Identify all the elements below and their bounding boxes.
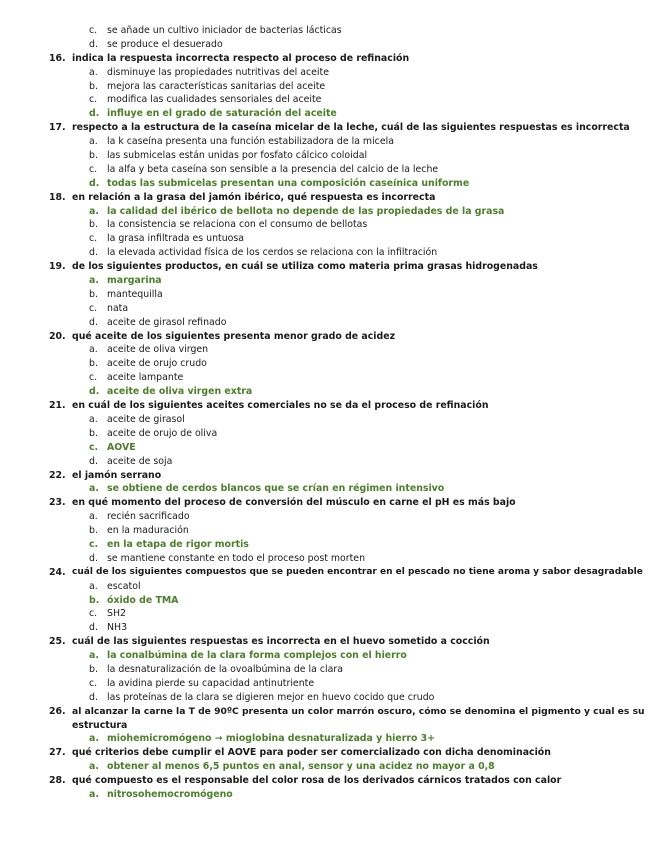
option-text: en la maduración: [107, 525, 189, 537]
option-letter: c.: [89, 94, 98, 106]
option-text: la desnaturalización de la ovoalbúmina de la clara: [107, 663, 343, 675]
option-text: las proteínas de la clara se digieren mejor en huevo cocido que crudo: [107, 691, 435, 703]
answer-option: [0, 607, 655, 621]
option-text: la calidad del ibérico de bellota no depende de las propiedades de la grasa: [107, 205, 505, 217]
option-letter: b.: [89, 219, 98, 231]
correct-answer-option: [0, 482, 655, 496]
answer-option: [0, 93, 655, 107]
option-letter: b.: [89, 594, 100, 606]
answer-option: [0, 80, 655, 94]
option-letter: a.: [89, 483, 99, 495]
question-text: qué aceite de los siguientes presenta menor grado de acidez: [72, 330, 396, 342]
correct-answer-option: [0, 594, 655, 608]
question-line: [0, 635, 655, 649]
option-letter: c.: [89, 441, 99, 453]
option-text: en la etapa de rigor mortis: [107, 538, 249, 550]
question-line: [0, 399, 655, 413]
option-letter: d.: [89, 455, 98, 467]
question-text: cuál de las siguientes respuestas es incorrecta en el huevo sometido a cocción: [72, 636, 490, 648]
option-text: margarina: [107, 275, 162, 287]
option-text: escatol: [107, 580, 141, 592]
answer-option: [0, 552, 655, 566]
option-letter: d.: [89, 38, 98, 50]
answer-option: [0, 455, 655, 469]
question-line: [0, 496, 655, 510]
correct-answer-option: [0, 760, 655, 774]
question-text-continuation: [0, 719, 655, 733]
option-text: la k caseína presenta una función estabilizadora de la micela: [107, 136, 394, 148]
question-text: en relación a la grasa del jamón ibérico, qué respuesta es incorrecta: [72, 191, 436, 203]
question-number: 26.: [49, 705, 66, 717]
option-text: nata: [107, 302, 129, 314]
answer-option: [0, 524, 655, 538]
option-text: aceite de orujo de oliva: [107, 427, 218, 439]
correct-answer-option: [0, 274, 655, 288]
answer-option: [0, 663, 655, 677]
answer-option: [0, 691, 655, 705]
option-letter: b.: [89, 80, 98, 92]
option-letter: a.: [89, 788, 99, 800]
answer-option: [0, 510, 655, 524]
correct-answer-option: [0, 732, 655, 746]
option-text: mantequilla: [107, 288, 163, 300]
question-line: [0, 566, 655, 580]
option-letter: c.: [89, 538, 99, 550]
question-number: 21.: [49, 400, 66, 412]
option-letter: a.: [89, 136, 98, 148]
correct-answer-option: [0, 177, 655, 191]
question-line: [0, 121, 655, 135]
answer-option: [0, 316, 655, 330]
option-letter: a.: [89, 205, 99, 217]
option-text: AOVE: [107, 441, 136, 453]
option-text: NH3: [107, 622, 128, 634]
question-text: el jamón serrano: [72, 469, 162, 481]
question-number: 28.: [49, 775, 66, 787]
question-line: [0, 330, 655, 344]
answer-option: [0, 218, 655, 232]
answer-option: [0, 38, 655, 52]
question-line: [0, 774, 655, 788]
option-text: todas las submicelas presentan una composición caseínica uniforme: [107, 177, 470, 189]
answer-option: [0, 232, 655, 246]
option-letter: a.: [89, 511, 98, 523]
question-number: 22.: [49, 469, 66, 481]
option-letter: a.: [89, 580, 98, 592]
answer-option: [0, 163, 655, 177]
option-text: aceite de girasol refinado: [107, 316, 227, 328]
correct-answer-option: [0, 441, 655, 455]
option-letter: a.: [89, 413, 98, 425]
question-number: 24.: [49, 566, 66, 578]
option-text: se mantiene constante en todo el proceso post morten: [107, 552, 366, 564]
answer-option: [0, 288, 655, 302]
question-text: de los siguientes productos, en cuál se utiliza como materia prima grasas hidrogenadas: [72, 261, 538, 273]
question-number: 25.: [49, 636, 66, 648]
option-text: SH2: [107, 608, 126, 620]
question-number: 19.: [49, 261, 66, 273]
option-text: influye en el grado de saturación del aceite: [107, 108, 337, 120]
answer-option: [0, 246, 655, 260]
option-letter: a.: [89, 275, 99, 287]
question-text: indica la respuesta incorrecta respecto al proceso de refinación: [72, 52, 410, 64]
option-letter: c.: [89, 25, 98, 36]
question-number: 16.: [49, 52, 66, 64]
correct-answer-option: [0, 649, 655, 663]
option-letter: b.: [89, 150, 98, 162]
option-letter: c.: [89, 163, 98, 175]
option-text: se produce el desuerado: [107, 38, 223, 50]
answer-option: [0, 24, 655, 38]
option-letter: d.: [89, 316, 98, 328]
question-number: 27.: [49, 747, 66, 759]
question-text: cuál de los siguientes compuestos que se pueden encontrar en el pescado no tiene aroma y sabor desagradable: [72, 566, 643, 577]
option-letter: b.: [89, 525, 98, 537]
option-letter: c.: [89, 372, 98, 384]
option-letter: c.: [89, 608, 98, 620]
question-line: [0, 469, 655, 483]
option-letter: c.: [89, 302, 98, 314]
option-letter: d.: [89, 386, 100, 398]
option-text: óxido de TMA: [107, 594, 179, 606]
option-text: la alfa y beta caseína son sensible a la presencia del calcio de la leche: [107, 163, 439, 175]
option-letter: a.: [89, 66, 98, 78]
option-text: la grasa infiltrada es untuosa: [107, 233, 244, 245]
option-letter: d.: [89, 177, 100, 189]
option-letter: d.: [89, 691, 98, 703]
answer-option: [0, 413, 655, 427]
correct-answer-option: [0, 107, 655, 121]
question-text: al alcanzar la carne la T de 90ºC presenta un color marrón oscuro, cómo se denomina el pigmento y cual es su: [72, 705, 645, 717]
answer-option: [0, 357, 655, 371]
question-text: en cuál de los siguientes aceites comerciales no se da el proceso de refinación: [72, 400, 489, 412]
option-letter: d.: [89, 108, 100, 120]
option-letter: a.: [89, 650, 99, 662]
option-text: modifica las cualidades sensoriales del aceite: [107, 94, 322, 106]
answer-option: [0, 66, 655, 80]
option-text: disminuye las propiedades nutritivas del aceite: [107, 66, 329, 78]
option-text: las submicelas están unidas por fosfato cálcico coloidal: [107, 150, 368, 162]
option-text: aceite de orujo crudo: [107, 358, 207, 370]
answer-option: [0, 677, 655, 691]
option-text: nitrosohemocromógeno: [107, 788, 233, 800]
answer-option: [0, 135, 655, 149]
question-text: qué compuesto es el responsable del color rosa de los derivados cárnicos tratados con calor: [72, 775, 562, 787]
answer-option: [0, 149, 655, 163]
question-line: [0, 52, 655, 66]
question-number: 20.: [49, 330, 66, 342]
correct-answer-option: [0, 385, 655, 399]
answer-option: [0, 580, 655, 594]
question-number: 18.: [49, 191, 66, 203]
question-text: respecto a la estructura de la caseína micelar de la leche, cuál de las siguientes respuestas es incorrecta: [72, 122, 630, 134]
correct-answer-option: [0, 205, 655, 219]
answer-option: [0, 621, 655, 635]
correct-answer-option: [0, 538, 655, 552]
option-text: miohemicromógeno → mioglobina desnaturalizada y hierro 3+: [107, 733, 436, 745]
option-text: mejora las características sanitarias del aceite: [107, 80, 326, 92]
answer-option: [0, 427, 655, 441]
answer-option: [0, 371, 655, 385]
question-text: estructura: [72, 719, 128, 731]
answer-option: [0, 343, 655, 357]
option-letter: a.: [89, 344, 98, 356]
question-line: [0, 191, 655, 205]
option-letter: c.: [89, 233, 98, 245]
option-text: aceite de soja: [107, 455, 173, 467]
option-text: aceite de oliva virgen: [107, 344, 209, 356]
question-text: qué criterios debe cumplir el AOVE para poder ser comercializado con dicha denominación: [72, 747, 551, 759]
option-text: se obtiene de cerdos blancos que se crían en régimen intensivo: [107, 483, 445, 495]
question-text: en qué momento del proceso de conversión del músculo en carne el pH es más bajo: [72, 497, 516, 509]
option-letter: d.: [89, 247, 98, 259]
exam-answer-sheet: [0, 24, 655, 802]
question-line: [0, 260, 655, 274]
option-text: recién sacrificado: [107, 511, 190, 523]
option-letter: a.: [89, 733, 99, 745]
option-text: aceite de girasol: [107, 413, 185, 425]
option-text: la conalbúmina de la clara forma complejos con el hierro: [107, 650, 407, 662]
option-letter: b.: [89, 427, 98, 439]
option-letter: b.: [89, 358, 98, 370]
option-text: la consistencia se relaciona con el consumo de bellotas: [107, 219, 368, 231]
option-letter: c.: [89, 677, 98, 689]
option-letter: d.: [89, 552, 98, 564]
option-letter: d.: [89, 622, 98, 634]
option-text: aceite lampante: [107, 372, 184, 384]
correct-answer-option: [0, 788, 655, 802]
question-number: 17.: [49, 122, 66, 134]
option-letter: b.: [89, 663, 98, 675]
option-text: aceite de oliva virgen extra: [107, 386, 253, 398]
question-number: 23.: [49, 497, 66, 509]
option-text: la elevada actividad física de los cerdos se relaciona con la infiltración: [107, 247, 438, 259]
option-letter: a.: [89, 761, 99, 773]
option-text: se añade un cultivo iniciador de bacterias lácticas: [107, 25, 342, 36]
option-letter: b.: [89, 288, 98, 300]
question-line: [0, 746, 655, 760]
question-line: [0, 705, 655, 719]
answer-option: [0, 302, 655, 316]
option-text: obtener al menos 6,5 puntos en anal, sensor y una acidez no mayor a 0,8: [107, 761, 495, 773]
option-text: la avidina pierde su capacidad antinutriente: [107, 677, 315, 689]
